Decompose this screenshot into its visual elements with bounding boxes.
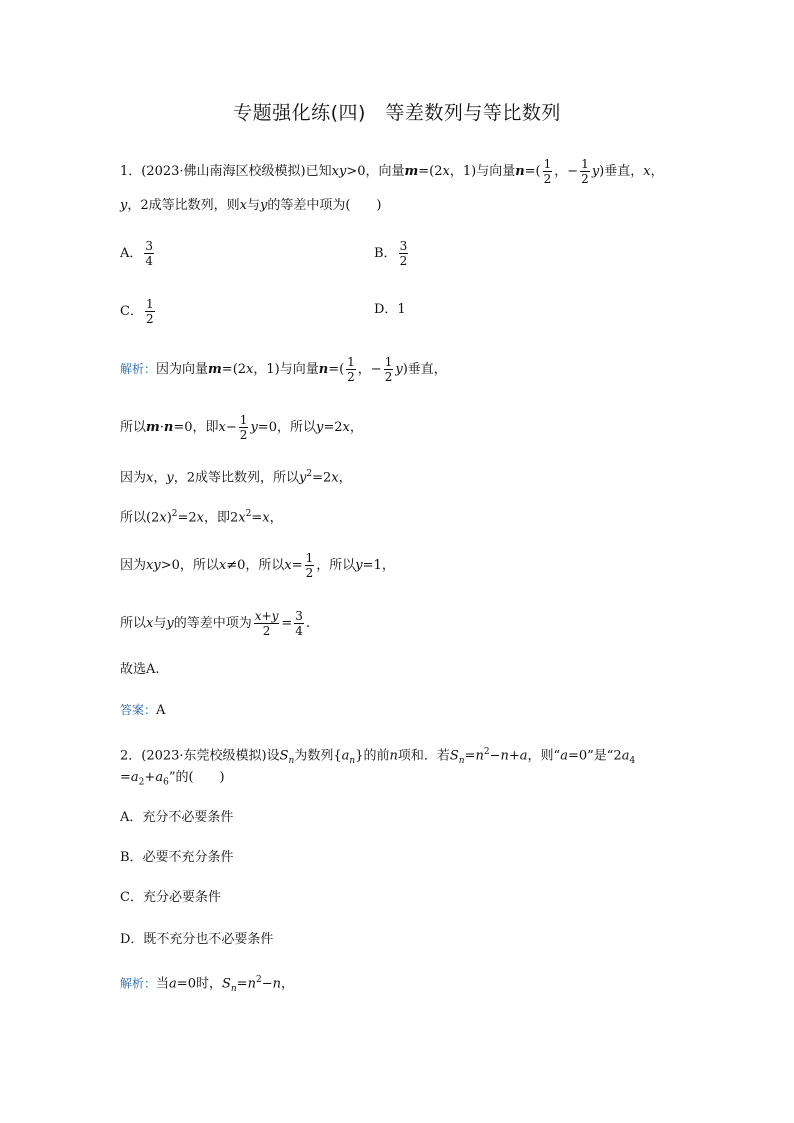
q1-analysis-line2: 所以m·n=0，即x− $\frac{1}{2}$ y=0，所以y=2x， <box>120 413 363 442</box>
q1-analysis-line4: 所以$(2x)^2=2x$，即$2x^2=x$， <box>120 509 283 526</box>
answer-label: 答案： <box>120 703 157 717</box>
q1-stem-line2: y，2成等比数列，则x与y的等差中项为( ) <box>120 198 382 213</box>
q1-analysis-line3: 因为x，y，2成等比数列，所以$y^2=2x$， <box>120 469 352 486</box>
q2-analysis-line1: 解析：当a=0时，$S_n=n^2-n$， <box>120 975 294 994</box>
q1-analysis-line1: 解析：因为向量m=(2x，1)与向量n=( $\frac{1}{2}$ ，− $\frac{1}{2}$ y)垂直， <box>120 355 447 384</box>
q1-analysis-line7: 故选A. <box>120 662 160 677</box>
q1-analysis-line5: 因为xy>0，所以x≠0，所以x= $\frac{1}{2}$ ，所以y=1， <box>120 551 395 580</box>
q1-option-a: A． $\frac{3}{4}$ <box>120 239 154 268</box>
q2-stem-line2: $=a_2+a_6$”的( ) <box>120 770 225 788</box>
q2-option-b: B．必要不充分条件 <box>120 850 234 865</box>
q1-option-c: C． $\frac{1}{2}$ <box>120 297 154 326</box>
q2-option-c: C．充分必要条件 <box>120 890 221 905</box>
q1-answer: 答案：A <box>120 703 166 718</box>
q1-analysis-line6: 所以x与y的等差中项为 $\frac{x+y}{2}$ = $\frac{3}{4}$ . <box>120 609 311 638</box>
q2-option-a: A．充分不必要条件 <box>120 810 234 825</box>
page-title: 专题强化练(四) 等差数列与等比数列 <box>233 102 561 124</box>
q1-stem-line1: 1．(2023·佛山南海区校级模拟)已知xy>0，向量m=(2x，1)与向量n=( $\frac{1}{2}$ ，− $\frac{1}{2}$ y)垂直，x， <box>120 157 664 186</box>
q1-option-b: B． $\frac{3}{2}$ <box>374 239 408 268</box>
q2-option-d: D．既不充分也不必要条件 <box>120 932 274 947</box>
q1-option-d: D．1 <box>374 302 406 317</box>
analysis-label: 解析： <box>120 976 157 991</box>
analysis-label: 解析： <box>120 362 157 376</box>
q2-stem-line1: 2．(2023·东莞校级模拟)设$S_n$为数列$\{a_n\}$的前n项和．若$S_n=n^2-n+a$，则“a=0”是“$2a_4$ <box>120 747 636 766</box>
